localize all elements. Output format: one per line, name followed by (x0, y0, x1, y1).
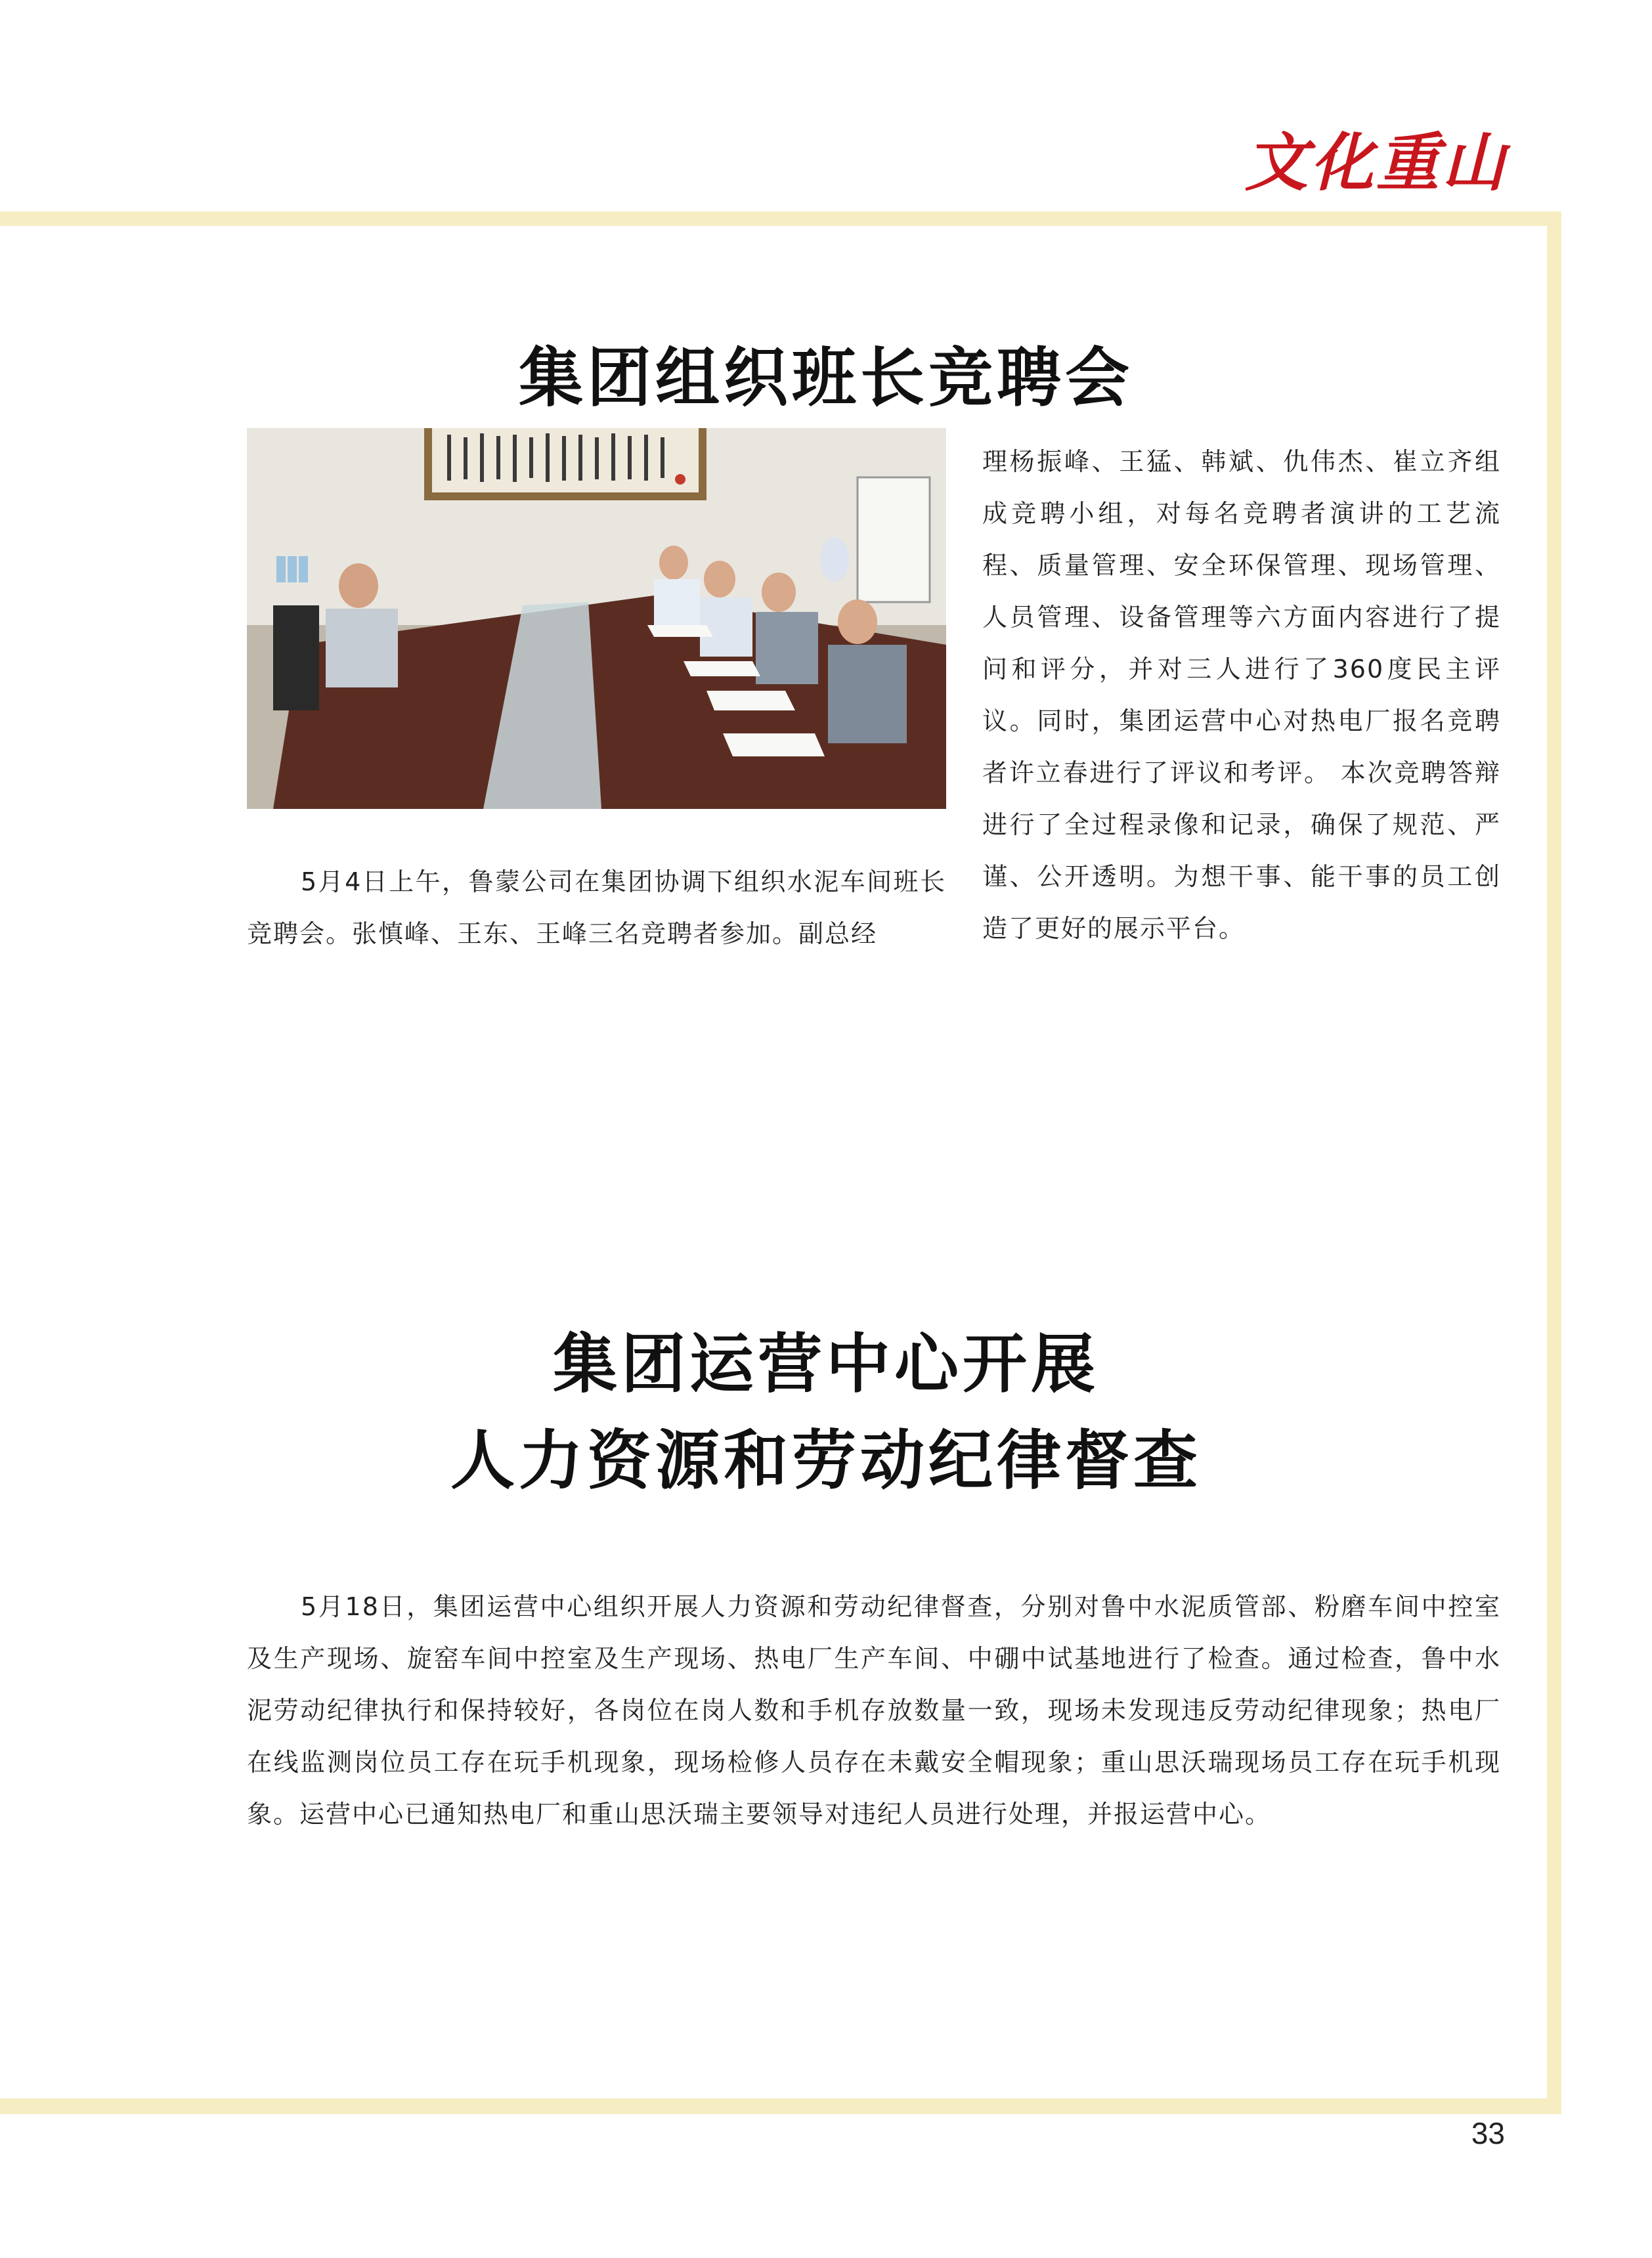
article1-title: 集团组织班长竞聘会 (518, 340, 1133, 416)
publication-logo: 文化重山 (1245, 125, 1508, 200)
article2-title-line2: 人力资源和劳动纪律督查 (450, 1423, 1202, 1498)
meeting-room-photo (247, 428, 946, 809)
article1-caption: 5月4日上午，鲁蒙公司在集团协调下组织水泥车间班长竞聘会。张慎峰、王东、王峰三名竞聘者参加。副总经 (247, 867, 946, 948)
article1-continuation: 理杨振峰、王猛、韩斌、仇伟杰、崔立齐组成竞聘小组，对每名竞聘者演讲的工艺流程、质量管理、安全环保管理、现场管理、人员管理、设备管理等六方面内容进行了提问和评分，并对三人进行了360度民主评议。同时，集团运营中心对热电厂报名竞聘者许立春进行了评议和考评。 本次竞聘答辩进行了全过程录像和记录，确保了规范、严谨、公开透明。为想干事、能干事的员工创造了更好的展示平台。 (982, 447, 1501, 943)
article2-body: 5月18日，集团运营中心组织开展人力资源和劳动纪律督查，分别对鲁中水泥质管部、粉磨车间中控室及生产现场、旋窑车间中控室及生产现场、热电厂生产车间、中硼中试基地进行了检查。通过检查，鲁中水泥劳动纪律执行和保持较好，各岗位在岗人数和手机存放数量一致，现场未发现违反劳动纪律现象；热电厂在线监测岗位员工存在玩手机现象，现场检修人员存在未戴安全帽现象；重山思沃瑞现场员工存在玩手机现象。运营中心已通知热电厂和重山思沃瑞主要领导对违纪人员进行处理，并报运营中心。 (247, 1592, 1501, 1829)
page-number: 33 (1471, 2116, 1505, 2150)
article2-title (0, 1316, 1652, 1509)
article2-title-line1: 集团运营中心开展 (552, 1327, 1099, 1402)
